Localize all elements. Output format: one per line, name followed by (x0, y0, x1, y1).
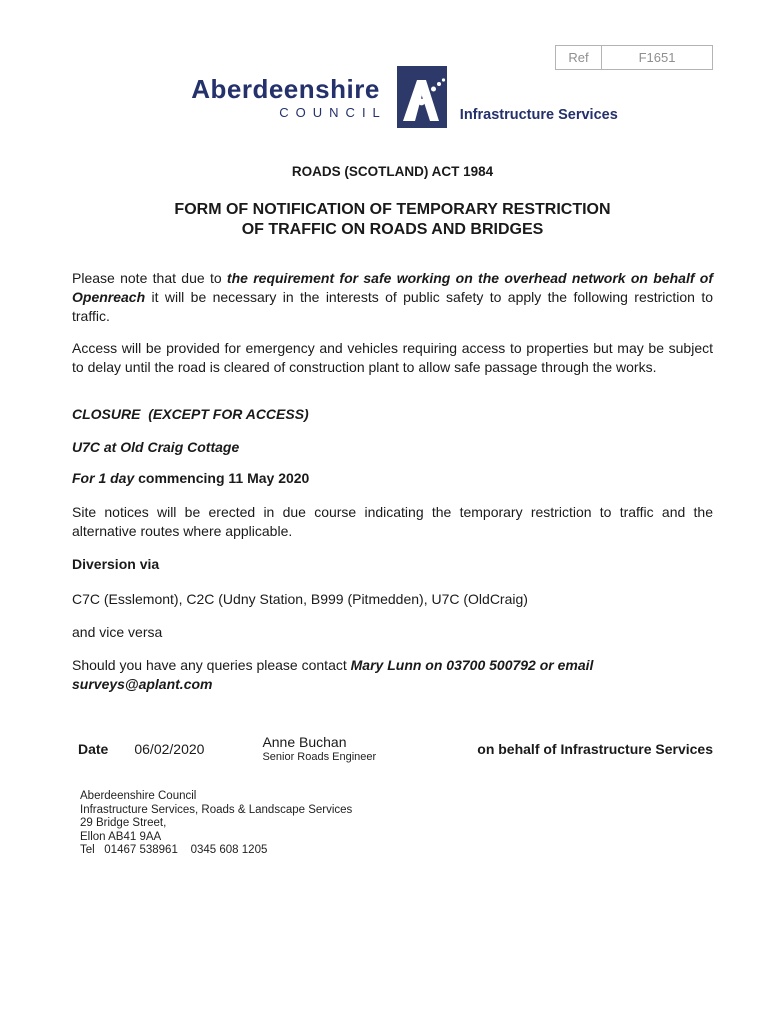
duration-start: commencing 11 May 2020 (134, 470, 310, 486)
access-paragraph: Access will be provided for emergency and vehicles requiring access to properties but may be subject to delay until the road is cleared of construction plant to allow safe passage through the works. (72, 340, 713, 375)
diversion-heading: Diversion via (72, 556, 160, 572)
form-title-line2: OF TRAFFIC ON ROADS AND BRIDGES (241, 221, 544, 238)
on-behalf-label: on behalf of Infrastructure Services (477, 741, 713, 757)
intro-paragraph (72, 269, 713, 326)
date-label: Date (78, 741, 109, 757)
duration-length: For 1 day (72, 470, 135, 486)
intro-post: it will be necessary in the interests of public safety to apply the following restriction to traffic. (72, 289, 713, 324)
council-word: COUNCIL (279, 105, 387, 120)
diversion-route: C7C (Esslemont), C2C (Udny Station, B999 (Pitmedden), U7C (OldCraig) (72, 591, 528, 607)
signer-name: Anne Buchan (262, 734, 347, 750)
council-logo (84, 66, 725, 128)
signer-title: Senior Roads Engineer (262, 751, 377, 763)
ref-value: F1651 (638, 50, 676, 65)
site-notices-paragraph: Site notices will be erected in due course indicating the temporary restriction to traffic and the alternative routes where applicable. (72, 504, 713, 539)
council-name: Aberdeenshire (191, 74, 380, 104)
queries-pre: Should you have any queries please contact (72, 657, 351, 673)
ref-label: Ref (556, 46, 602, 69)
closure-duration (72, 469, 713, 488)
form-title-line1: FORM OF NOTIFICATION OF TEMPORARY RESTRICTION (174, 201, 611, 218)
act-title: ROADS (SCOTLAND) ACT 1984 (291, 164, 494, 179)
infrastructure-services-label: Infrastructure Services (459, 107, 618, 123)
aberdeenshire-a-icon (397, 66, 447, 128)
footer-line-telephone: Tel 01467 538961 0345 608 1205 (80, 844, 268, 856)
vice-versa-note: and vice versa (72, 624, 163, 640)
footer-line-department: Infrastructure Services, Roads & Landscape Services (80, 803, 353, 816)
signer-block (262, 734, 376, 764)
date-value: 06/02/2020 (134, 741, 205, 757)
signature-row (72, 734, 713, 764)
queries-paragraph (72, 656, 713, 694)
intro-pre: Please note that due to (72, 270, 227, 286)
council-logo-text (191, 74, 387, 120)
form-title (72, 200, 713, 240)
closure-heading: CLOSURE (EXCEPT FOR ACCESS) (72, 406, 309, 422)
queries-contact: Mary Lunn on 03700 500792 or email surveys@aplant.com (72, 657, 594, 692)
footer-line-town: Ellon AB41 9AA (80, 830, 162, 843)
footer-line-street: 29 Bridge Street, (80, 817, 167, 829)
footer-address (72, 790, 713, 858)
footer-line-council: Aberdeenshire Council (80, 790, 197, 802)
closure-location: U7C at Old Craig Cottage (72, 439, 240, 455)
intro-bold: the requirement for safe working on the overhead network on behalf of Openreach (72, 270, 713, 305)
